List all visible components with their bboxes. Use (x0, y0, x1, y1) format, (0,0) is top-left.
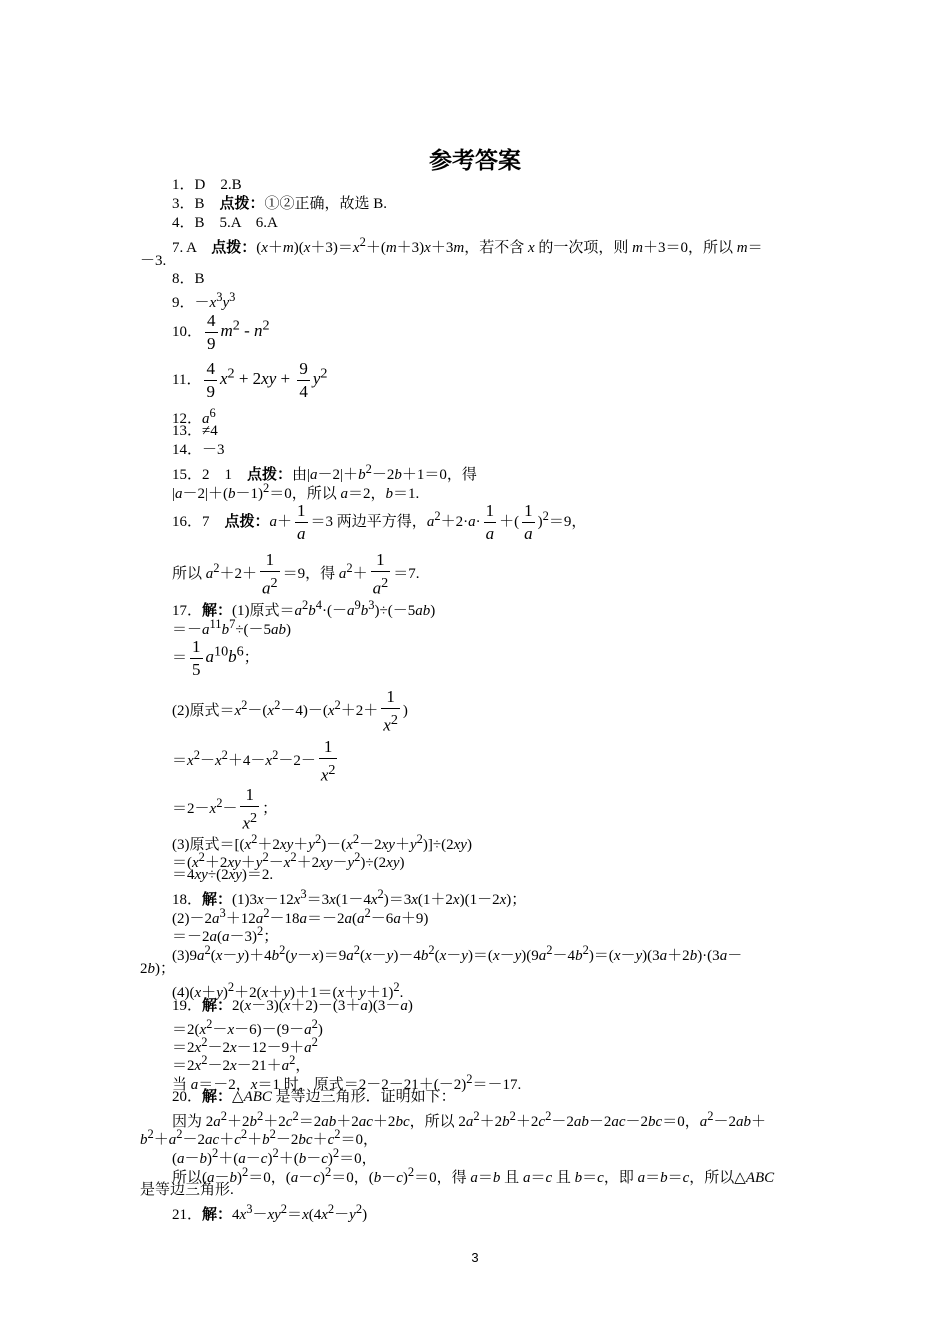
answer-line: $=2x^2-2x-21+a^2$， (172, 1053, 311, 1074)
answer-line: 11． $\frac{4}{9}$ $x^2 + 2xy$ + $\frac{9}{4}$ $y^2$ (172, 359, 328, 401)
answer-line: 20．解：△ABC 是等边三角形．证明如下： (172, 1089, 456, 1105)
answer-line: 12．$a^6$ (172, 406, 216, 427)
answer-line: 因为 $2a^2+2b^2+2c^2=2ab+2ac+2bc$，所以 $2a^2+2b^2+2c^2-2ab-2ac-2bc=0$，$a^2-2ab+$ (172, 1109, 767, 1130)
answer-line: $b^2+a^2-2ac+c^2+b^2-2bc+c^2=0$， (140, 1127, 379, 1148)
answer-line: 当 a＝－2，x＝1 时，原式$=2-2-21+(-2)^2=-17$. (172, 1072, 522, 1093)
answer-line: 16．7 点拨：a＋ $\frac{1}{a}$ ＝3 两边平方得，$a^2+2\cdot a\cdot$ $\frac{1}{a}$ ＋( $\frac{1}{a}$ )$^2$＝9， (172, 501, 587, 543)
answer-line: 15．2 1 点拨：由$|a-2|+b^2-2b+1=0$，得 (172, 462, 477, 483)
answer-line: $=2-x^2-$ $\frac{1}{x^2}$ ； (172, 785, 278, 833)
answer-line: $=2(x^2-x-6)-(9-a^2)$ (172, 1017, 323, 1038)
answer-line: $=2x^2-2x-12-9+a^2$ (172, 1035, 318, 1056)
answer-line: 10． $\frac{4}{9}$ $m^2 - n^2$ (172, 311, 270, 353)
answer-line: 7. A 点拨：$(x+m)(x+3)=x^2+(m+3)x+3m$，若不含 x 的一次项，则 m＋3＝0，所以 m＝ (172, 235, 763, 256)
answer-line: ＝4xy÷(2xy)＝2. (172, 867, 274, 883)
answer-line: 19．解：2(x－3)(x＋2)－(3＋a)(3－a) (172, 998, 413, 1014)
answer-line: $|a-2|+(b-1)^2=0$，所以 a＝2，b＝1. (172, 481, 420, 502)
answer-line: ＝ $\frac{1}{5}$ $a^{10}b^6$； (172, 637, 259, 679)
answer-line: 18．解：$(1)3x-12x^3=3x(1-4x^2)=3x(1+2x)(1-2x)$； (172, 887, 527, 908)
answer-line: 2b)； (140, 961, 175, 977)
answer-line: $(2)-2a^3+12a^2-18a=-2a(a^2-6a+9)$ (172, 906, 429, 927)
answer-line: $=x^2-x^2+4-x^2-2-$ $\frac{1}{x^2}$ (172, 737, 336, 785)
answer-line: 17．解：(1)原式$=a^2b^4\cdot(-a^9b^3)\div(-5ab)$ (172, 598, 436, 619)
answer-line: 是等边三角形. (140, 1182, 234, 1198)
answer-line: 所以 $a^2+2+$ $\frac{1}{a^2}$ ＝9，得 $a^2+$ $\frac{1}{a^2}$ ＝7. (172, 550, 420, 598)
answer-line: 3．B 点拨：①②正确，故选 B. (172, 196, 388, 212)
answer-line: $(3)9a^2(x-y)+4b^2(y-x)=9a^2(x-y)-4b^2(x-y)=(x-y)(9a^2-4b^2)=(x-y)(3a+2b)\cdot(3a-$ (172, 943, 743, 964)
answer-line: $=(x^2+2xy+y^2-x^2+2xy-y^2)\div(2xy)$ (172, 850, 405, 871)
answer-line: 21．解：$4x^3-xy^2=x(4x^2-y^2)$ (172, 1202, 368, 1223)
answer-line: 13．≠4 (172, 423, 218, 439)
page-number: 3 (471, 1250, 479, 1265)
answer-line: $(a-b)^2+(a-c)^2+(b-c)^2=0$， (172, 1146, 377, 1167)
answer-line: $=-2a(a-3)^2$； (172, 924, 279, 945)
answer-line: 8．B (172, 271, 205, 287)
answer-line: 14．－3 (172, 442, 225, 458)
answer-line: －3. (140, 253, 167, 269)
page-title: 参考答案 (429, 148, 521, 174)
answer-line: 所以$(a-b)^2=0$，$(a-c)^2=0$，$(b-c)^2=0$，得 a＝b 且 a＝c 且 b＝c，即 a＝b＝c，所以△ABC (172, 1165, 775, 1186)
answer-line: 1．D 2.B (172, 177, 242, 193)
answer-line: 4．B 5.A 6.A (172, 215, 278, 231)
answer-line: $=-a^{11}b^7\div(-5ab)$ (172, 617, 292, 638)
answer-line: 9．$-x^3y^3$ (172, 290, 236, 311)
answer-line: (3)原式$=[(x^2+2xy+y^2)-(x^2-2xy+y^2)]\div(2xy)$ (172, 832, 472, 853)
answer-line: (2)原式$=x^2-(x^2-4)-(x^2+2+$ $\frac{1}{x^2}$ ) (172, 687, 408, 735)
answer-line: $(4)(x+y)^2+2(x+y)+1=(x+y+1)^2$. (172, 980, 404, 1001)
